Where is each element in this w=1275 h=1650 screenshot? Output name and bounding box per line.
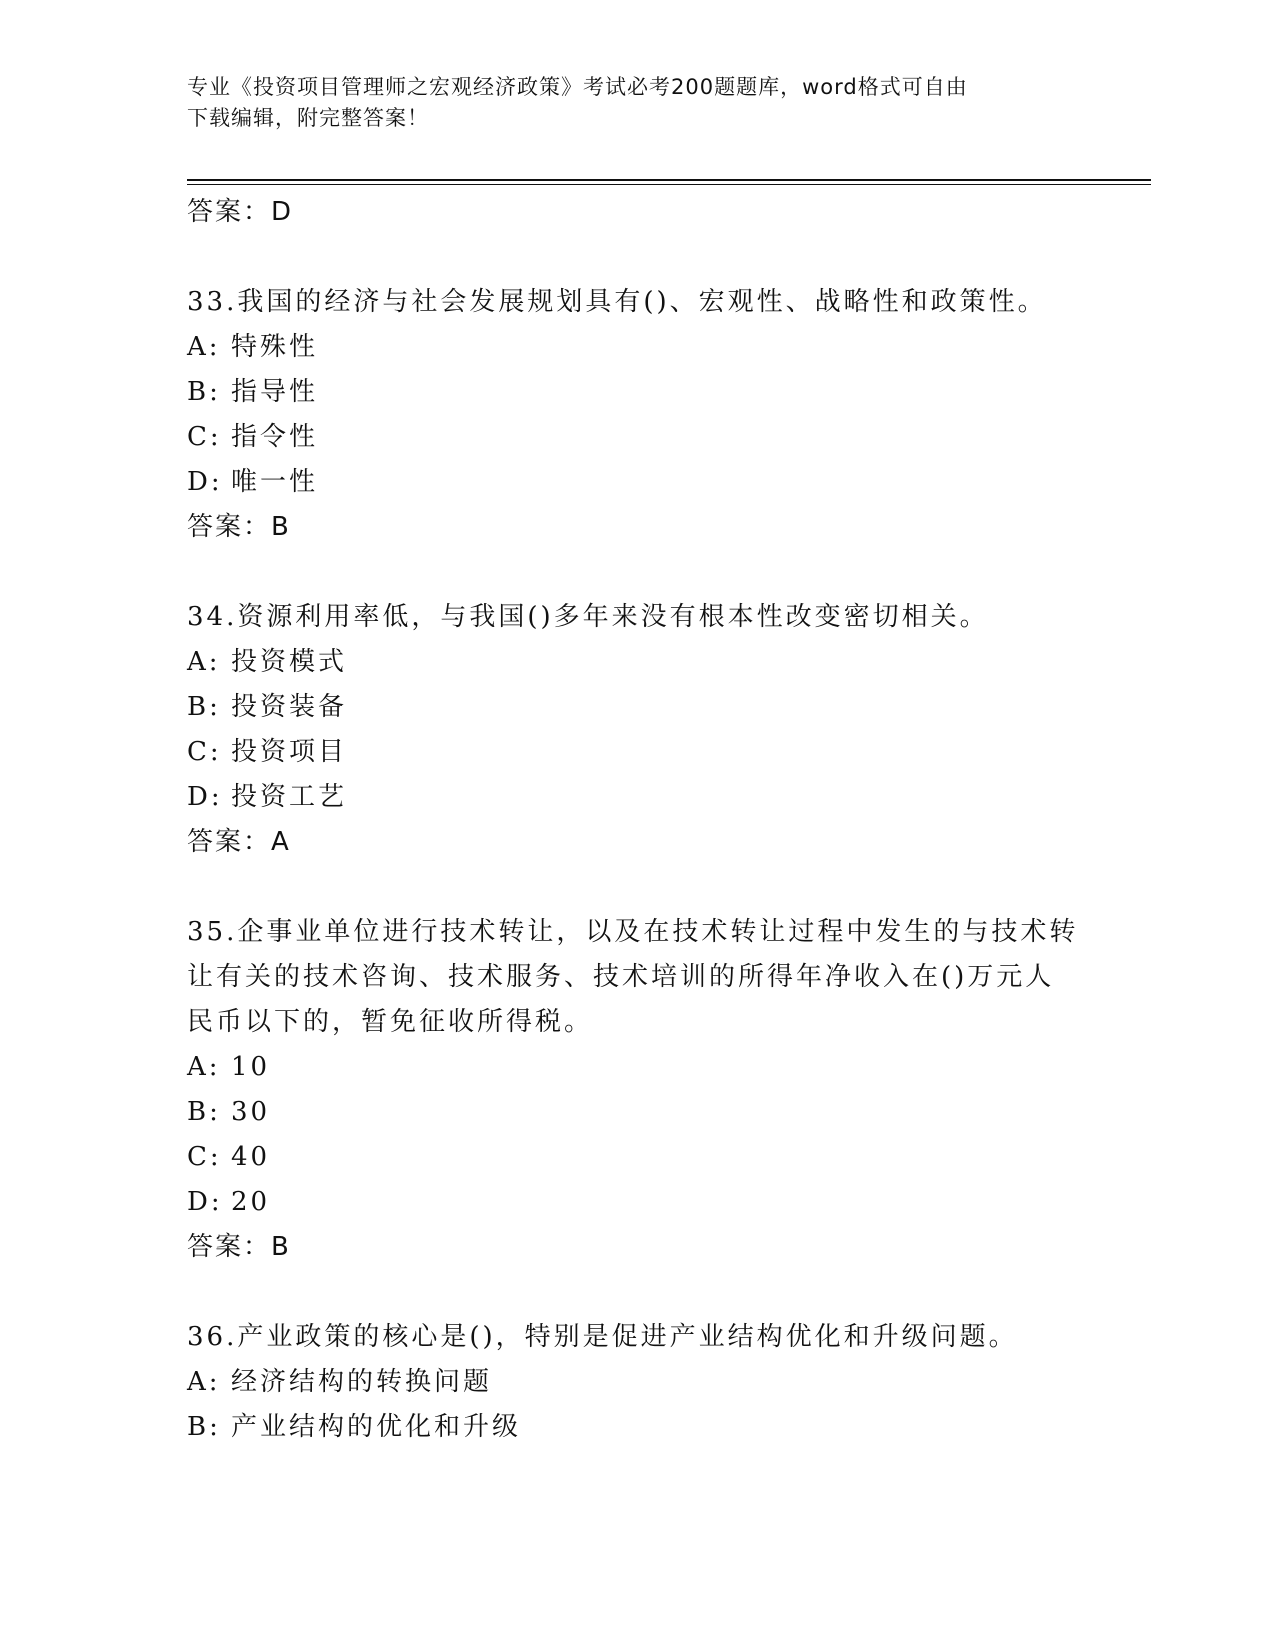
option-c	[187, 730, 1087, 775]
option-text: 20	[231, 1187, 271, 1217]
option-a	[187, 325, 1087, 370]
option-key: C:	[187, 737, 222, 767]
option-text: 30	[231, 1097, 271, 1127]
option-b	[187, 370, 1087, 415]
option-d	[187, 775, 1087, 820]
option-key: B:	[187, 1412, 221, 1442]
question-stem: 33.我国的经济与社会发展规划具有()、宏观性、战略性和政策性。	[187, 287, 1047, 317]
answer-line: 答案：D	[187, 197, 294, 227]
option-b	[187, 685, 1087, 730]
option-key: A:	[187, 1367, 221, 1397]
option-key: B:	[187, 692, 221, 722]
question-stem-line: 让有关的技术咨询、技术服务、技术培训的所得年净收入在()万元人	[187, 962, 1055, 992]
option-b	[187, 1090, 1087, 1135]
option-text: 产业结构的优化和升级	[231, 1412, 522, 1442]
option-key: D:	[187, 782, 223, 812]
option-text: 经济结构的转换问题	[231, 1367, 493, 1397]
header-divider	[187, 179, 1151, 181]
option-a	[187, 1045, 1087, 1090]
option-text: 指令性	[231, 422, 319, 452]
question-stem-line: 35.企事业单位进行技术转让，以及在技术转让过程中发生的与技术转	[187, 917, 1079, 947]
option-key: D:	[187, 1187, 223, 1217]
option-key: A:	[187, 647, 221, 677]
question-stem-line: 民币以下的，暂免征收所得税。	[187, 1007, 594, 1037]
option-text: 特殊性	[231, 332, 319, 362]
question-stem: 34.资源利用率低，与我国()多年来没有根本性改变密切相关。	[187, 602, 989, 632]
header-line: 下载编辑，附完整答案！	[187, 106, 429, 130]
header-line: 专业《投资项目管理师之宏观经济政策》考试必考200题题库，word格式可自由	[187, 75, 968, 99]
option-text: 投资模式	[231, 647, 348, 677]
option-text: 唯一性	[231, 467, 319, 497]
document-header	[187, 72, 1067, 134]
option-key: D:	[187, 467, 223, 497]
option-text: 投资装备	[231, 692, 348, 722]
option-a	[187, 640, 1087, 685]
option-b	[187, 1405, 1087, 1450]
option-c	[187, 1135, 1087, 1180]
option-key: A:	[187, 332, 221, 362]
option-key: A:	[187, 1052, 221, 1082]
question-list	[187, 190, 1087, 1450]
option-d	[187, 1180, 1087, 1225]
answer-line: 答案：A	[187, 827, 291, 857]
option-text: 10	[231, 1052, 271, 1082]
option-text: 投资项目	[231, 737, 348, 767]
answer-line: 答案：B	[187, 512, 291, 542]
option-key: B:	[187, 377, 221, 407]
option-text: 指导性	[231, 377, 319, 407]
answer-line: 答案：B	[187, 1232, 291, 1262]
option-a	[187, 1360, 1087, 1405]
option-key: C:	[187, 422, 222, 452]
option-d	[187, 460, 1087, 505]
question-stem	[187, 910, 1087, 1045]
option-key: B:	[187, 1097, 221, 1127]
option-c	[187, 415, 1087, 460]
option-text: 40	[231, 1142, 271, 1172]
option-text: 投资工艺	[231, 782, 348, 812]
option-key: C:	[187, 1142, 222, 1172]
header-divider-thin	[187, 184, 1151, 185]
question-stem: 36.产业政策的核心是()，特别是促进产业结构优化和升级问题。	[187, 1322, 1018, 1352]
